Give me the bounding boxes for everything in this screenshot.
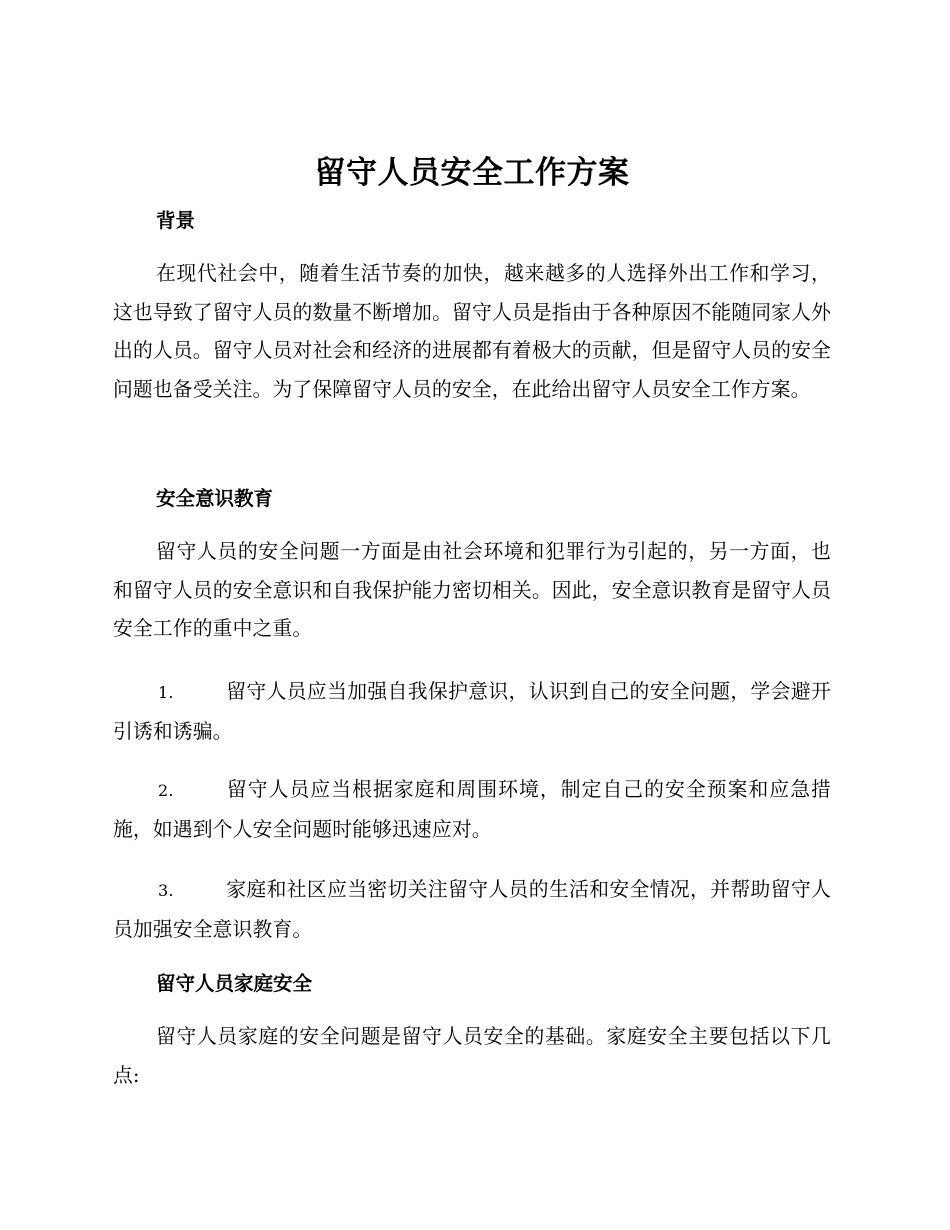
list-item [113,871,831,949]
list-item-number: 1. [158,683,174,702]
list-item-number: 2. [158,781,174,800]
list-item-text: 留守人员应当加强自我保护意识，认识到自己的安全问题，学会避开引诱和诱骗。 [113,680,831,743]
paragraph-background: 在现代社会中，随着生活节奏的加快，越来越多的人选择外出工作和学习，这也导致了留守人员的数量不断增加。留守人员是指由于各种原因不能随同家人外出的人员。留守人员对社会和经济的进展都有着极大的贡献，但是留守人员的安全问题也备受关注。为了保障留守人员的安全，在此给出留守人员安全工作方案。 [113,262,831,401]
paragraph-family-safety: 留守人员家庭的安全问题是留守人员安全的基础。家庭安全主要包括以下几点: [113,1025,831,1087]
section-heading-background: 背景 [156,209,196,232]
document-page [113,0,831,1230]
list-item-text: 留守人员应当根据家庭和周围环境，制定自己的安全预案和应急措施，如遇到个人安全问题时能够迅速应对。 [113,778,831,841]
section-heading-safety-awareness: 安全意识教育 [156,487,274,510]
list-item-number: 3. [158,881,174,900]
list-item [113,771,831,849]
list-item [113,673,831,751]
list-item-text: 家庭和社区应当密切关注留守人员的生活和安全情况，并帮助留守人员加强安全意识教育。 [113,878,831,941]
section-heading-family-safety: 留守人员家庭安全 [156,972,313,995]
paragraph-safety-awareness: 留守人员的安全问题一方面是由社会环境和犯罪行为引起的，另一方面，也和留守人员的安全意识和自我保护能力密切相关。因此，安全意识教育是留守人员安全工作的重中之重。 [113,540,831,640]
page-title: 留守人员安全工作方案 [314,155,630,191]
